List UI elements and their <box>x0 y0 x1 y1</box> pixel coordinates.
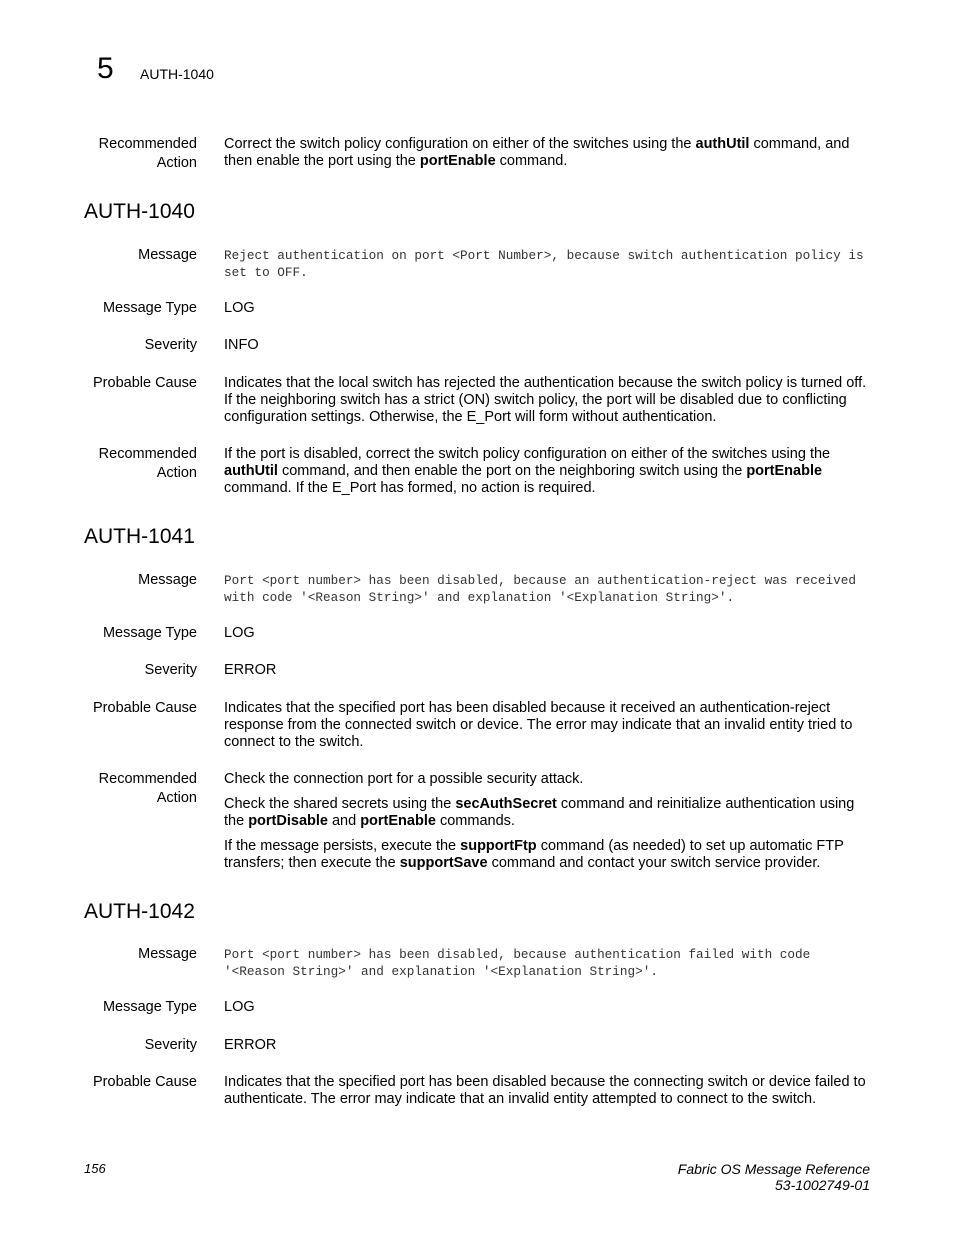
doc-title: Fabric OS Message Reference <box>677 1161 870 1177</box>
probable-cause-text: Indicates that the local switch has rejected the authentication because the switch policy is turned off. If the neighboring switch has a strict (ON) switch policy, the port will be disabled due to conflicting configuration settings. Otherwise, the E_Port will form without authentication. <box>224 375 867 425</box>
intro-recommended-label <box>40 135 197 173</box>
severity-label: Severity <box>144 1037 197 1053</box>
recommended-label-line2: Action <box>156 790 197 806</box>
message-type-label: Message Type <box>102 300 197 316</box>
recommended-action-label <box>40 770 197 808</box>
message-label: Message <box>138 572 197 588</box>
command-name: portEnable <box>419 153 496 169</box>
message-label: Message <box>138 946 197 962</box>
recommended-label-line2: Action <box>156 465 197 481</box>
recommended-action-text <box>224 446 870 497</box>
chapter-number: 5 <box>97 52 114 85</box>
message-text: Port <port number> has been disabled, because an authentication-reject was received with code '<Reason String>' and explanation '<Explanation String>'. <box>224 573 856 605</box>
action-paragraph: Check the connection port for a possible security attack. <box>224 771 584 787</box>
message-label: Message <box>138 247 197 263</box>
intro-recommended-text: Correct the switch policy configuration on either of the switches using the authUtil command, and then enable the port using the portEnable command. <box>224 136 850 169</box>
message-type-value: LOG <box>224 300 255 316</box>
probable-cause-text: Indicates that the specified port has been disabled because it received an authentication-reject response from the connected switch or device. The error may indicate that an invalid entity tried to connect to the switch. <box>224 700 853 750</box>
severity-label: Severity <box>144 337 197 353</box>
recommended-label-line1: Recommended <box>98 136 197 152</box>
message-type-value: LOG <box>224 625 255 641</box>
footer-doc-info <box>678 1161 870 1193</box>
recommended-action-text <box>224 771 870 872</box>
command-name: supportFtp <box>460 838 537 854</box>
command-name: supportSave <box>399 855 488 871</box>
probable-cause-text: Indicates that the specified port has been disabled because the connecting switch or device failed to authenticate. The error may indicate that an invalid entity attempted to connect to the switch. <box>224 1074 866 1107</box>
message-type-label: Message Type <box>102 999 197 1015</box>
severity-value: ERROR <box>224 662 277 678</box>
recommended-label-line2: Action <box>156 155 197 171</box>
running-head: AUTH-1040 <box>140 66 214 82</box>
probable-cause-label: Probable Cause <box>93 375 197 391</box>
action-paragraph: Check the shared secrets using the secAuthSecret command and reinitialize authentication using the portDisable and portEnable commands. <box>224 796 855 829</box>
probable-cause-label: Probable Cause <box>93 1074 197 1090</box>
command-name: authUtil <box>224 463 278 479</box>
recommended-label-line1: Recommended <box>98 446 197 462</box>
severity-label: Severity <box>144 662 197 678</box>
message-type-label: Message Type <box>102 625 197 641</box>
doc-number: 53-1002749-01 <box>775 1177 870 1193</box>
message-text: Port <port number> has been disabled, because authentication failed with code '<Reason String>' and explanation '<Explanation String>'. <box>224 947 811 979</box>
section-title-auth-1042: AUTH-1042 <box>84 900 195 923</box>
message-type-value: LOG <box>224 999 255 1015</box>
section-title-auth-1040: AUTH-1040 <box>84 200 195 223</box>
command-name: portEnable <box>360 813 436 829</box>
action-paragraph: If the port is disabled, correct the switch policy configuration on either of the switches using the authUtil command, and then enable the port on the neighboring switch using the portEnable command. If the E_Port has formed, no action is required. <box>224 446 831 496</box>
severity-value: INFO <box>224 337 259 353</box>
page-number: 156 <box>84 1161 106 1176</box>
message-text: Reject authentication on port <Port Number>, because switch authentication policy is set to OFF. <box>224 248 864 280</box>
command-name: authUtil <box>695 136 750 152</box>
recommended-label-line1: Recommended <box>98 771 197 787</box>
section-title-auth-1041: AUTH-1041 <box>84 525 195 548</box>
severity-value: ERROR <box>224 1037 277 1053</box>
command-name: portEnable <box>746 463 823 479</box>
recommended-action-label <box>40 445 197 483</box>
probable-cause-label: Probable Cause <box>93 700 197 716</box>
action-paragraph: If the message persists, execute the supportFtp command (as needed) to set up automatic FTP transfers; then execute the supportSave command and contact your switch service provider. <box>224 838 844 871</box>
command-name: secAuthSecret <box>455 796 557 812</box>
command-name: portDisable <box>248 813 328 829</box>
